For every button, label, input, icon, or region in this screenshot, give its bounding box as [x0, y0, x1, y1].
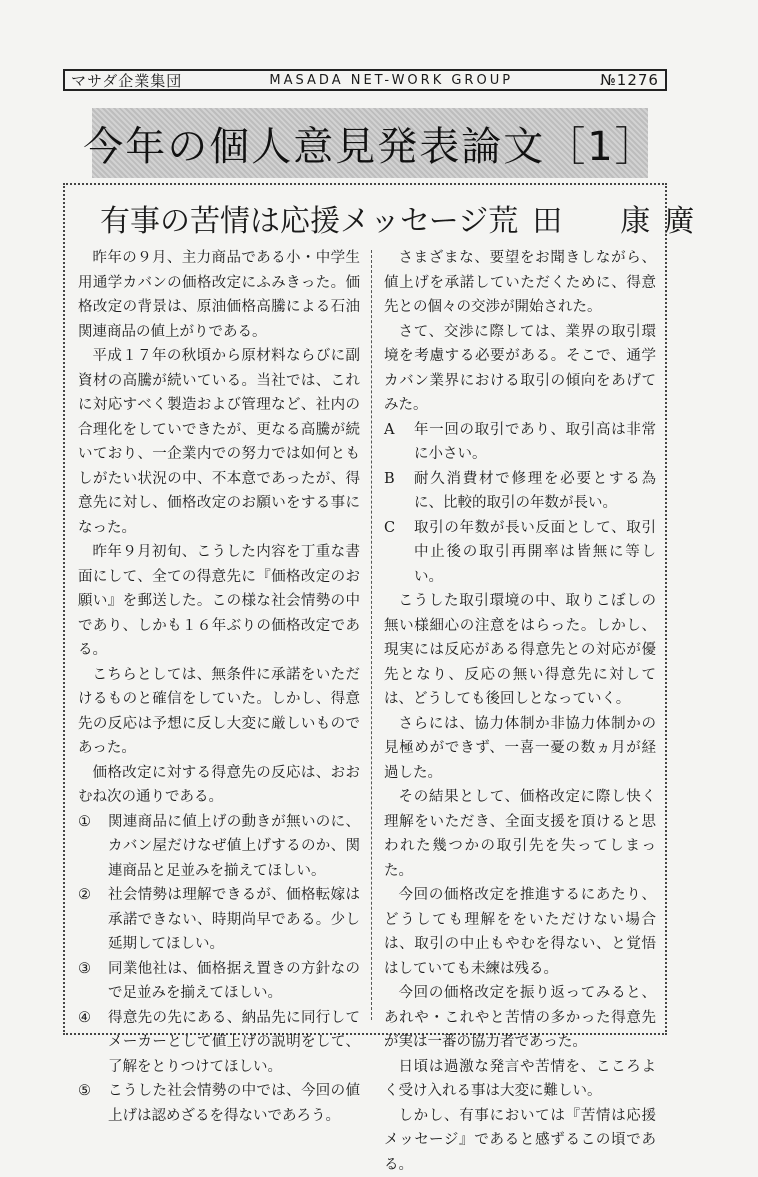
paragraph: さまざまな、要望をお聞きしながら、値上げを承諾していただくために、得意先との個々の交渉が開始された。	[384, 246, 656, 320]
list-item-text: 得意先の先にある、納品先に同行してメーカーとして値上げの説明をして、了解をとりつけてほしい。	[108, 1006, 360, 1080]
list-item-text: 関連商品に値上げの動きが無いのに、カバン屋だけなぜ値上げするのか、関連商品と足並みを揃えてほしい。	[108, 810, 360, 884]
list-item-marker: B	[384, 467, 414, 516]
article-title: 有事の苦情は応援メッセージ	[100, 196, 488, 240]
list-item-marker: C	[384, 516, 414, 590]
banner-title: 今年の個人意見発表論文［1］	[83, 115, 656, 172]
article-header	[100, 196, 640, 240]
paragraph: 今回の価格改定を推進するにあたり、どうしても理解ををいただけない場合は、取引の中止もやむを得ない、と覚悟はしていても未練は残る。	[384, 883, 656, 981]
paragraph: こうした取引環境の中、取りこぼしの無い様細心の注意をはらった。しかし、現実には反応がある得意先との対応が優先となり、反応の無い得意先に対しては、どうしても後回しとなっていく。	[384, 589, 656, 712]
list-item	[78, 1006, 360, 1080]
list-item-marker: A	[384, 418, 414, 467]
title-banner	[92, 108, 648, 178]
list-item-marker: ①	[78, 810, 108, 884]
masthead-issue-number: №1276	[600, 71, 659, 89]
list-item	[384, 418, 656, 467]
list-item-text: こうした社会情勢の中では、今回の値上げは認めざるを得ないであろう。	[108, 1079, 360, 1128]
masthead	[63, 69, 667, 91]
list-item-marker: ③	[78, 957, 108, 1006]
paragraph: その結果として、価格改定に際し快く理解をいただき、全面支援を頂けると思われた幾つかの取引先を失ってしまった。	[384, 785, 656, 883]
list-item	[384, 516, 656, 590]
list-item	[78, 810, 360, 884]
list-item-text: 同業他社は、価格据え置きの方針なので足並みを揃えてほしい。	[108, 957, 360, 1006]
list-item-text: 年一回の取引であり、取引高は非常に小さい。	[414, 418, 656, 467]
left-column	[78, 246, 360, 1128]
paragraph: しかし、有事においては『苦情は応援メッセージ』であると感ずるこの頃である。	[384, 1104, 656, 1177]
masthead-company-jp: マサダ企業集団	[71, 70, 182, 91]
article-author: 荒田 康廣	[488, 196, 708, 240]
paragraph: こちらとしては、無条件に承諾をいただけるものと確信をしていた。しかし、得意先の反応は予想に反し大変に厳しいものであった。	[78, 663, 360, 761]
paragraph: 今回の価格改定を振り返ってみると、あれや・これやと苦情の多かった得意先が実は一番の協力者であった。	[384, 981, 656, 1055]
list-item	[78, 883, 360, 957]
paragraph: さらには、協力体制か非協力体制かの見極めができず、一喜一憂の数ヵ月が経過した。	[384, 712, 656, 786]
list-item-marker: ④	[78, 1006, 108, 1080]
list-item-marker: ⑤	[78, 1079, 108, 1128]
right-column	[384, 246, 656, 1177]
list-item-text: 耐久消費材で修理を必要とする為に、比較的取引の年数が長い。	[414, 467, 656, 516]
paragraph: さて、交渉に際しては、業界の取引環境を考慮する必要がある。そこで、通学カバン業界における取引の傾向をあげてみた。	[384, 320, 656, 418]
list-item	[78, 957, 360, 1006]
list-item-marker: ②	[78, 883, 108, 957]
list-item	[78, 1079, 360, 1128]
paragraph: 価格改定に対する得意先の反応は、おおむね次の通りである。	[78, 761, 360, 810]
paragraph: 昨年９月初旬、こうした内容を丁重な書面にして、全ての得意先に『価格改定のお願い』を郵送した。この様な社会情勢の中であり、しかも１６年ぶりの価格改定である。	[78, 540, 360, 663]
paragraph: 昨年の９月、主力商品である小・中学生用通学カバンの価格改定にふみきった。価格改定の背景は、原油価格高騰による石油関連商品の値上がりである。	[78, 246, 360, 344]
list-item-text: 社会情勢は理解できるが、価格転嫁は承諾できない、時期尚早である。少し延期してほしい。	[108, 883, 360, 957]
masthead-company-en: MASADA NET-WORK GROUP	[269, 73, 513, 88]
list-item	[384, 467, 656, 516]
list-item-text: 取引の年数が長い反面として、取引中止後の取引再開率は皆無に等しい。	[414, 516, 656, 590]
paragraph: 平成１７年の秋頃から原材料ならびに副資材の高騰が続いている。当社では、これに対応すべく製造および管理など、社内の合理化をしていできたが、更なる高騰が続いており、一企業内での努力では如何ともしがたい状況の中、不本意であったが、得意先に対し、価格改定のお願いをする事になった。	[78, 344, 360, 540]
paragraph: 日頃は過激な発言や苦情を、こころよく受け入れる事は大変に難しい。	[384, 1055, 656, 1104]
column-divider	[371, 250, 372, 1020]
